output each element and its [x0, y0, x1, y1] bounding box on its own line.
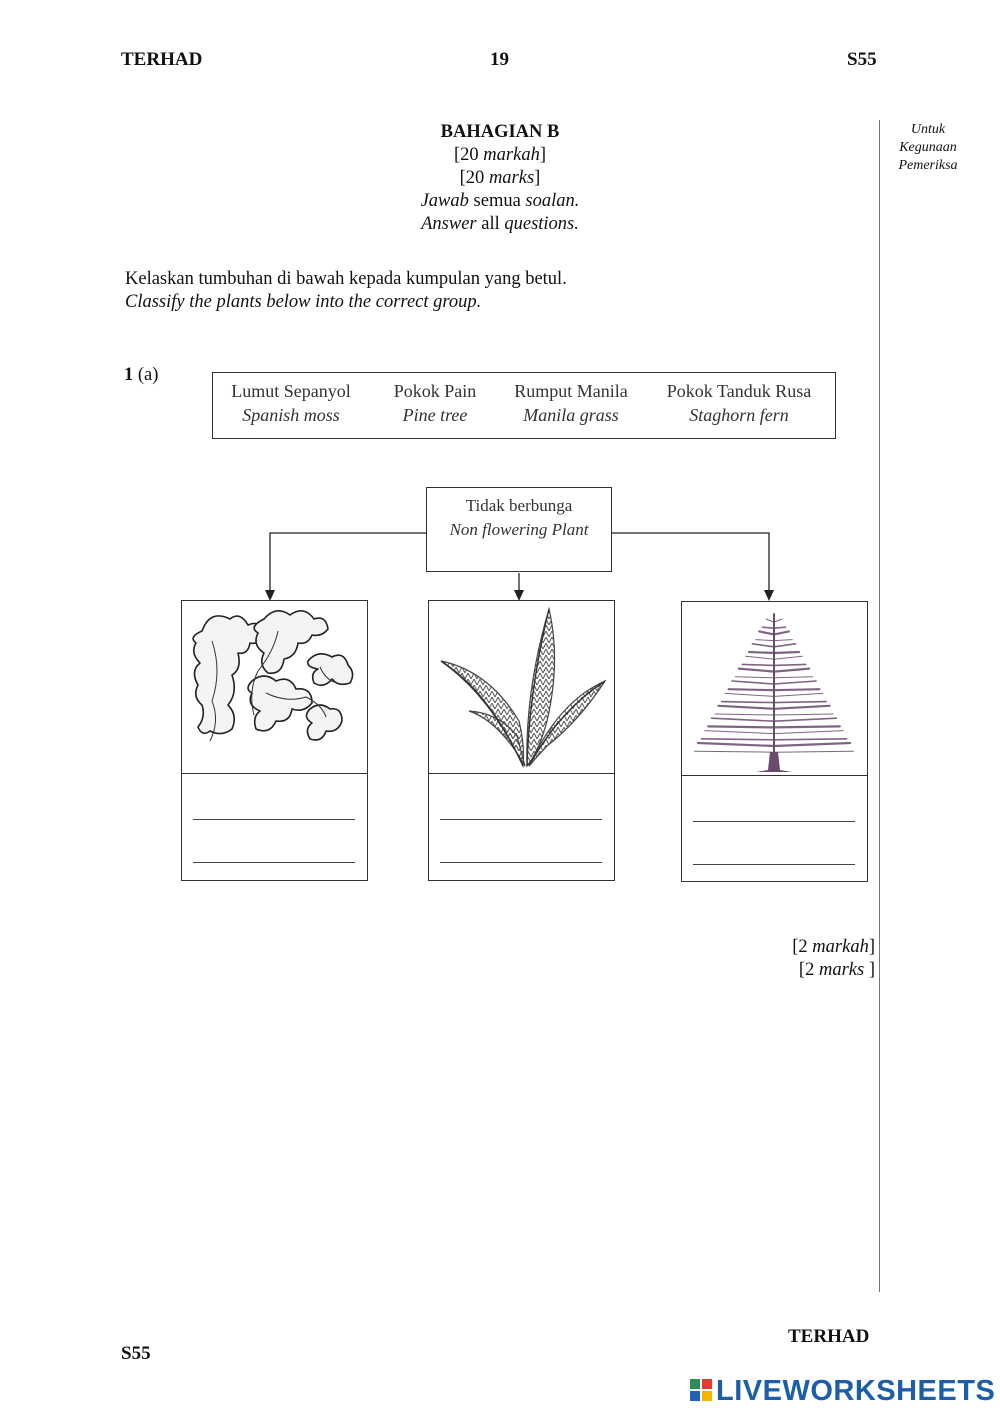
marks-ms: [2 markah] [792, 937, 875, 957]
card-image-area [182, 601, 367, 774]
root-label-ms: Tidak berbunga [465, 496, 573, 515]
plant-option[interactable]: Pokok Pain Pine tree [393, 381, 477, 425]
footer-right: TERHAD [788, 1326, 870, 1347]
pine-branch [749, 652, 774, 653]
pine-branch [742, 664, 774, 665]
pine-branch [752, 644, 774, 647]
answer-line[interactable] [693, 821, 855, 822]
examiner-label-line: Untuk [910, 122, 946, 137]
plant-option[interactable]: Rumput Manila Manila grass [514, 381, 628, 425]
section-title: BAHAGIAN B [440, 122, 560, 142]
pine-branch [774, 677, 813, 678]
root-label-en: Non flowering Plant [449, 520, 589, 539]
pine-branch [739, 669, 774, 672]
pine-branch [732, 681, 774, 684]
pine-branch [774, 739, 847, 740]
answer-line[interactable] [440, 862, 602, 863]
answer-line[interactable] [193, 862, 355, 863]
arrow-right [612, 533, 769, 592]
classification-root-box [426, 487, 612, 572]
fern-frond-image [429, 601, 613, 773]
pine-branch [774, 718, 836, 721]
pine-branch [718, 706, 774, 709]
pine-branch [774, 743, 850, 746]
pine-branch [746, 656, 774, 659]
pine-branch [774, 751, 853, 752]
pine-branch [774, 656, 802, 659]
answer-card [681, 601, 868, 882]
pine-branch [774, 689, 819, 690]
pine-branch [774, 640, 792, 641]
section-answer-en: Answer all questions. [421, 214, 579, 234]
pine-branch [774, 644, 796, 647]
pine-branch [774, 669, 809, 672]
arrowhead-right [764, 590, 774, 601]
pine-branch [774, 631, 789, 634]
plant-option[interactable]: Pokok Tanduk Rusa Staghorn fern [666, 381, 812, 425]
header-left: TERHAD [121, 49, 203, 70]
pine-branch [774, 731, 843, 734]
answer-line[interactable] [693, 864, 855, 865]
arrow-left [270, 533, 426, 592]
answer-line[interactable] [440, 819, 602, 820]
pine-branch [735, 677, 774, 678]
instruction-en: Classify the plants below into the correct group. [125, 292, 482, 312]
pine-tree-branches [695, 614, 854, 762]
section-marks-ms: [20 markah] [454, 145, 546, 165]
pine-branch [715, 714, 774, 715]
pine-branch [698, 743, 774, 746]
card-image-area [429, 601, 614, 774]
pine-branch [756, 640, 774, 641]
pine-branch [722, 702, 774, 703]
pine-branch [774, 714, 833, 715]
lichen-moss-image [182, 601, 366, 773]
pine-tree-trunk [756, 752, 792, 772]
pine-branch [774, 619, 782, 622]
pine-branch [774, 693, 823, 696]
footer-left: S55 [121, 1343, 151, 1364]
pine-branch [763, 627, 774, 628]
pine-branch [705, 731, 774, 734]
answer-card [428, 600, 615, 881]
question-marks [792, 936, 875, 982]
pine-branch [708, 726, 774, 727]
answer-line[interactable] [193, 819, 355, 820]
section-marks-en: [20 marks] [459, 168, 541, 188]
pine-branch [774, 652, 799, 653]
answer-card [181, 600, 368, 881]
pine-branch [774, 681, 816, 684]
pine-branch [766, 619, 774, 622]
question-number: 1 (a) [124, 365, 159, 385]
pine-branch [729, 689, 774, 690]
pine-branch [774, 627, 785, 628]
pine-branch [701, 739, 774, 740]
liveworksheets-logo [690, 1375, 995, 1408]
pine-branch [774, 706, 830, 709]
pine-branch [759, 631, 774, 634]
pine-branch [774, 664, 806, 665]
section-answer-ms: Jawab semua soalan. [420, 191, 580, 211]
liveworksheets-wordmark: LIVEWORKSHEETS [716, 1375, 996, 1407]
examiner-label-line: Kegunaan [899, 140, 957, 155]
pine-branch [695, 751, 774, 752]
plant-option[interactable]: Lumut Sepanyol Spanish moss [231, 381, 351, 425]
examiner-label-line: Pemeriksa [898, 158, 958, 173]
page-number: 19 [490, 49, 509, 70]
pine-branch [712, 718, 774, 721]
pine-branch [725, 693, 774, 696]
pine-tree-image [682, 602, 866, 775]
liveworksheets-grid-icon [690, 1379, 712, 1401]
marks-en: [2 marks ] [798, 960, 875, 980]
pine-branch [774, 702, 826, 703]
pine-branch [774, 726, 840, 727]
header-right: S55 [847, 49, 877, 70]
card-image-area [682, 602, 867, 776]
instruction-ms: Kelaskan tumbuhan di bawah kepada kumpulan yang betul. [125, 269, 567, 289]
